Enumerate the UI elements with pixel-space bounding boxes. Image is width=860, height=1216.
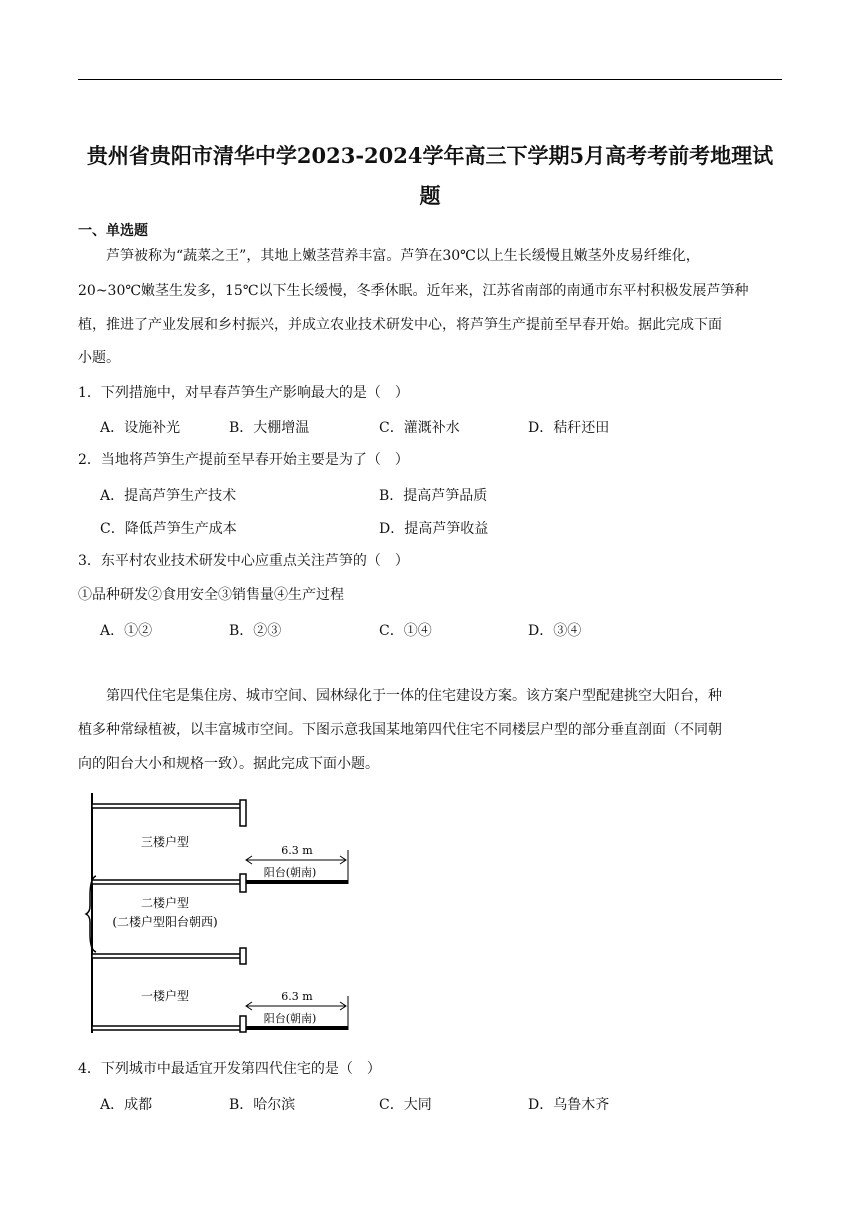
q2-option-a: A．提高芦笋生产技术 [100, 488, 237, 504]
q3-option-c: C．①④ [379, 623, 432, 639]
q1-option-b: B．大棚增温 [229, 420, 310, 436]
q4-option-a: A．成都 [100, 1097, 153, 1113]
q4-option-d: D．乌鲁木齐 [528, 1097, 610, 1113]
header-rule [78, 79, 782, 80]
floor2-label-line1: 二楼户型 [140, 896, 190, 910]
floor3-label: 三楼户型 [140, 835, 190, 849]
balcony-bottom-label: 阳台(朝南) [263, 1012, 317, 1025]
passage2-line2: 植多种常绿植被，以丰富城市空间。下图示意我国某地第四代住宅不同楼层户型的部分垂直剖面（不同朝 [78, 722, 722, 738]
q4-option-b: B．哈尔滨 [229, 1097, 296, 1113]
passage2-line1: 第四代住宅是集住房、城市空间、园林绿化于一体的住宅建设方案。该方案户型配建挑空大阳台，种 [78, 688, 722, 704]
q1-stem: 1．下列措施中，对早春芦笋生产影响最大的是（ ） [78, 385, 409, 401]
q3-option-a: A．①② [100, 623, 153, 639]
q2-option-d: D．提高芦笋收益 [379, 521, 489, 537]
q3-option-b: B．②③ [229, 623, 282, 639]
q1-option-c: C．灌溉补水 [379, 420, 460, 436]
q3-stem: 3．东平村农业技术研发中心应重点关注芦笋的（ ） [78, 553, 409, 569]
q2-option-b: B．提高芦笋品质 [379, 488, 488, 504]
section-diagram [80, 788, 380, 1043]
balcony-top-label: 阳台(朝南) [263, 866, 317, 879]
q4-option-c: C．大同 [379, 1097, 432, 1113]
floor1-label: 一楼户型 [140, 989, 190, 1003]
q3-items: ①品种研发②食用安全③销售量④生产过程 [78, 587, 344, 603]
passage1-line1: 芦笋被称为“蔬菜之王”，其地上嫩茎营养丰富。芦笋在30℃以上生长缓慢且嫩茎外皮易纤维化， [78, 248, 700, 264]
dim-bottom-label: 6.3 m [281, 990, 313, 1003]
floor2-label-line2: (二楼户型阳台朝西) [112, 915, 218, 929]
passage1-line4: 小题。 [78, 350, 120, 366]
section-heading: 一、单选题 [78, 223, 148, 239]
passage1-line3: 植，推进了产业发展和乡村振兴，并成立农业技术研发中心，将芦笋生产提前至早春开始。据此完成下面 [78, 317, 722, 333]
passage1-line2: 20~30℃嫩茎生发多，15℃以下生长缓慢，冬季休眠。近年来，江苏省南部的南通市东平村积极发展芦笋种 [78, 283, 749, 299]
dim-top-label: 6.3 m [281, 844, 313, 857]
q3-option-d: D．③④ [528, 623, 582, 639]
document-title-line2: 题 [419, 183, 441, 208]
q1-option-a: A．设施补光 [100, 420, 181, 436]
q4-stem: 4．下列城市中最适宜开发第四代住宅的是（ ） [78, 1061, 381, 1077]
document-title-line1: 贵州省贵阳市清华中学2023-2024学年高三下学期5月高考考前考地理试 [86, 143, 774, 168]
passage2-line3: 向的阳台大小和规格一致）。据此完成下面小题。 [78, 756, 379, 772]
q2-stem: 2．当地将芦笋生产提前至早春开始主要是为了（ ） [78, 452, 409, 468]
q1-option-d: D．秸秆还田 [528, 420, 610, 436]
q2-option-c: C．降低芦笋生产成本 [100, 521, 237, 537]
